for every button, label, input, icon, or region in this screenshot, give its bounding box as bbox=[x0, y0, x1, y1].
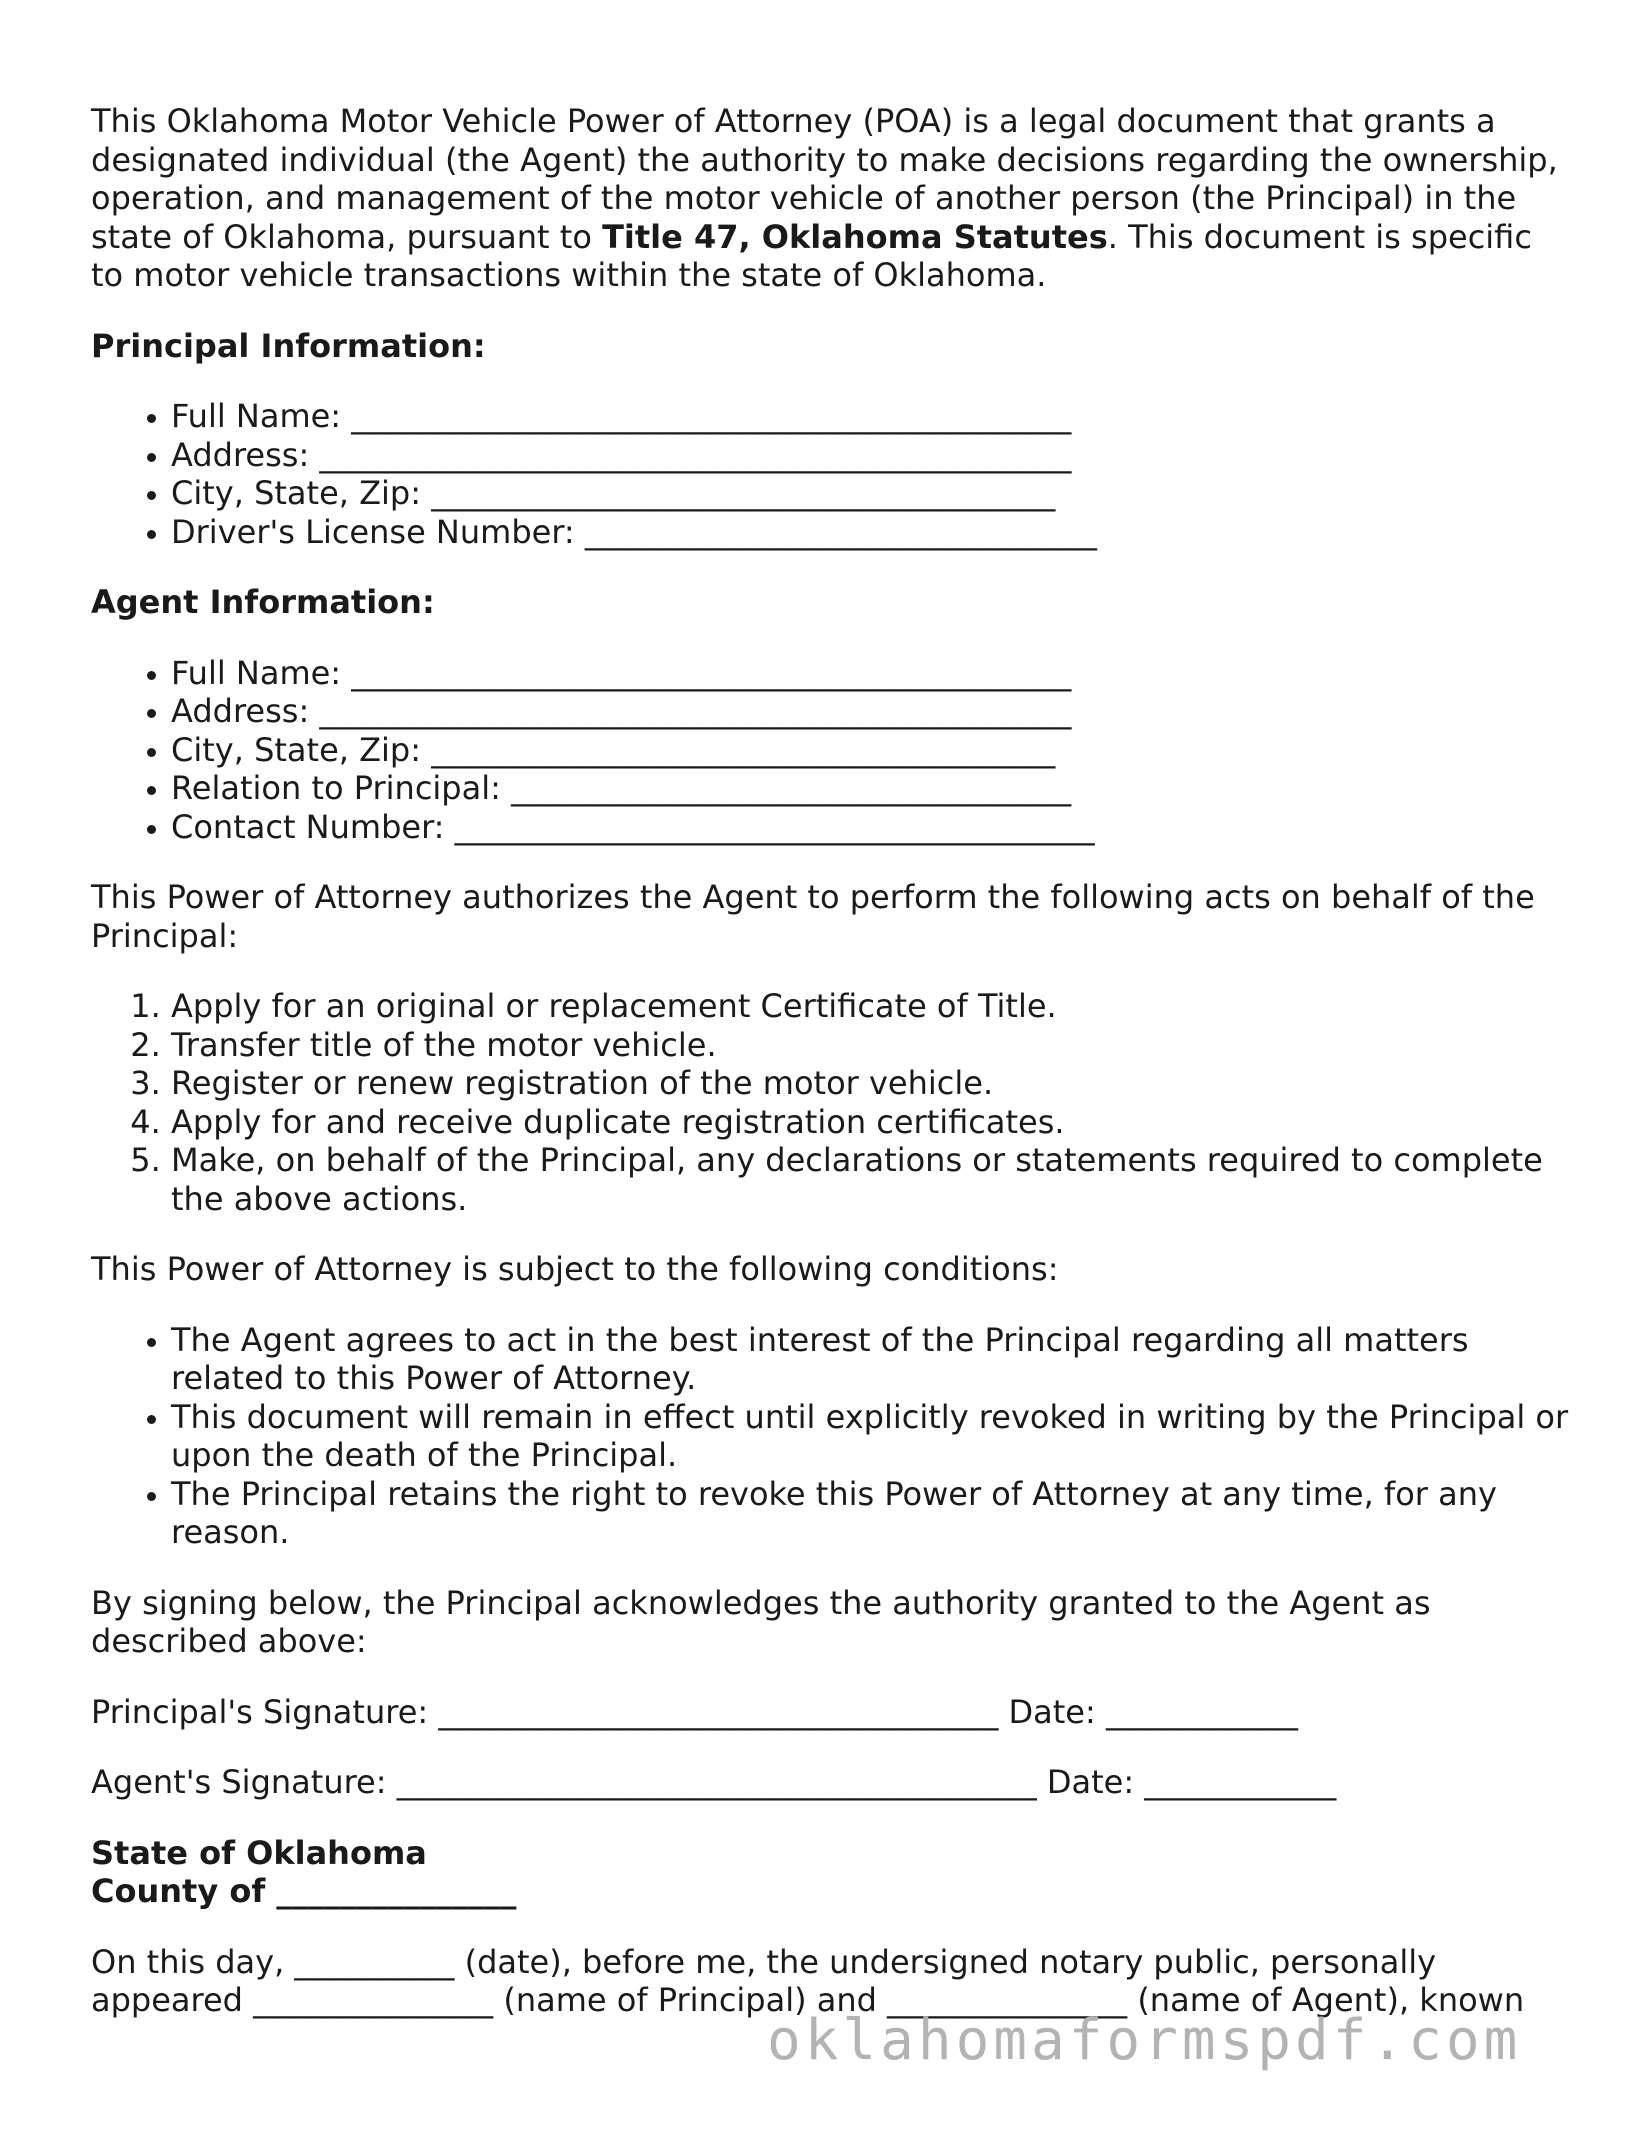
notary-paragraph: On this day, __________ (date), before me, the undersigned notary public, personally appeared _______________ (name of Principal) and _______________ (name of Agent), known bbox=[91, 1942, 1525, 2019]
authorized-acts-list bbox=[91, 987, 1571, 1218]
agent-contact-number-field[interactable]: • Contact Number: ________________________________________ bbox=[171, 808, 1571, 847]
principal-license-number-field[interactable]: • Driver's License Number: ________________________________ bbox=[171, 513, 1571, 552]
principal-fields-list bbox=[91, 397, 1571, 551]
agent-fields-list bbox=[91, 654, 1571, 847]
agent-heading: Agent Information: bbox=[91, 583, 435, 621]
notary-state: State of Oklahoma bbox=[91, 1833, 427, 1872]
agent-address-field[interactable]: • Address: _______________________________________________ bbox=[171, 692, 1571, 731]
principal-signature-line[interactable]: Principal's Signature: ___________________________________ Date: ____________ bbox=[91, 1692, 1298, 1731]
principal-city-state-zip-field[interactable]: • City, State, Zip: _______________________________________ bbox=[171, 474, 1571, 513]
condition-item: • This document will remain in effect until explicitly revoked in writing by the Principal or upon the death of the Principal. bbox=[171, 1398, 1571, 1475]
acknowledgement-paragraph: By signing below, the Principal acknowledges the authority granted to the Agent as described above: bbox=[91, 1583, 1431, 1660]
authorization-intro: This Power of Attorney authorizes the Agent to perform the following acts on behalf of the Principal: bbox=[91, 878, 1535, 955]
authorized-act: 3. Register or renew registration of the motor vehicle. bbox=[171, 1064, 1571, 1103]
agent-signature-line[interactable]: Agent's Signature: ________________________________________ Date: ____________ bbox=[91, 1763, 1337, 1801]
authorized-act: 1. Apply for an original or replacement Certificate of Title. bbox=[171, 987, 1571, 1026]
authorized-act: 2. Transfer title of the motor vehicle. bbox=[171, 1026, 1571, 1065]
authorized-act: 5. Make, on behalf of the Principal, any declarations or statements required to complete the above actions. bbox=[171, 1141, 1571, 1218]
notary-venue bbox=[91, 1834, 1571, 1911]
principal-heading: Principal Information: bbox=[91, 326, 486, 365]
intro-text-after: . This document is specific to motor vehicle transactions within the state of Oklahoma. bbox=[91, 217, 1532, 294]
agent-relation-field[interactable]: • Relation to Principal: ___________________________________ bbox=[171, 769, 1571, 808]
conditions-intro: This Power of Attorney is subject to the following conditions: bbox=[91, 1250, 1059, 1288]
statute-reference: Title 47, Oklahoma Statutes bbox=[602, 217, 1108, 256]
authorized-act: 4. Apply for and receive duplicate registration certificates. bbox=[171, 1103, 1571, 1142]
condition-item: • The Agent agrees to act in the best interest of the Principal regarding all matters related to this Power of Attorney. bbox=[171, 1321, 1571, 1398]
conditions-list bbox=[91, 1321, 1571, 1552]
notary-county-field[interactable]: County of _______________ bbox=[91, 1872, 517, 1910]
intro-paragraph bbox=[91, 102, 1571, 295]
agent-full-name-field[interactable]: • Full Name: _____________________________________________ bbox=[171, 654, 1571, 693]
condition-item: • The Principal retains the right to revoke this Power of Attorney at any time, for any reason. bbox=[171, 1475, 1571, 1552]
intro-text-before: This Oklahoma Motor Vehicle Power of Attorney (POA) is a legal document that grants a designated individual (the Agent) the authority to make decisions regarding the ownership, operation, and management of the motor vehicle of another person (the Principal) in the state of Oklahoma, pursuant to bbox=[91, 102, 1558, 256]
principal-address-field[interactable]: • Address: _______________________________________________ bbox=[171, 436, 1571, 475]
agent-city-state-zip-field[interactable]: • City, State, Zip: _______________________________________ bbox=[171, 731, 1571, 770]
site-watermark: oklahomaformspdf.com bbox=[767, 2008, 1522, 2073]
document-body bbox=[91, 102, 1571, 2052]
principal-full-name-field[interactable]: • Full Name: _____________________________________________ bbox=[171, 397, 1571, 436]
